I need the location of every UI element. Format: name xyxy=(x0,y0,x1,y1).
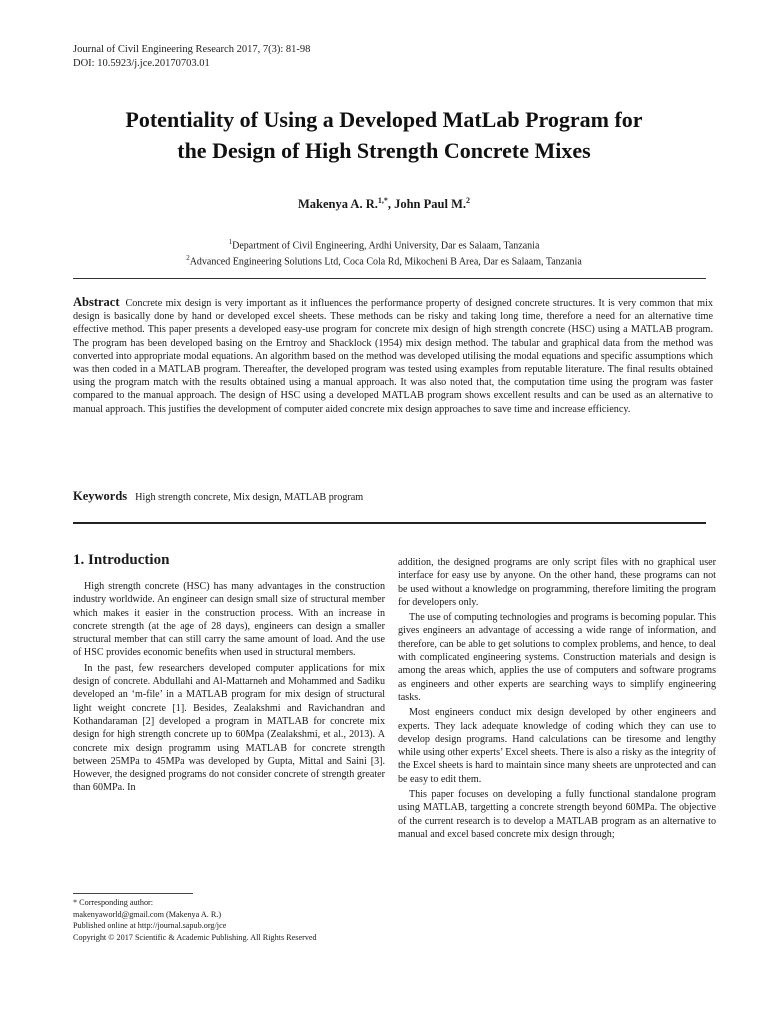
author-1-name: Makenya A. R. xyxy=(297,197,378,212)
affiliation-2-text: Advanced Engineering Solutions Ltd, Coca Cola Rd, Mikocheni B Area, Dar es Salaam, Tanzania xyxy=(189,256,582,268)
keywords-block xyxy=(73,489,713,504)
header-divider xyxy=(73,278,706,279)
right-paragraph-2: The use of computing technologies and programs is becoming popular. This gives engineers an advantage of accessing a wide range of information, and therefore, can be able to get solutions to complex problems, and hence, to deal with complicated engineering systems. Construction materials and design is among the areas which, applies the use of computers and software programs as engineers and other experts are searching ways to simplify engineering tasks. xyxy=(398,612,716,703)
affiliation-2 xyxy=(0,252,768,268)
left-paragraph-2: In the past, few researchers developed computer applications for mix design of concrete. Abdullahi and Al-Mattarneh and Mohammed and Sadiku developed an ‘m-file’ in a MATLAB program for mix design of structural light weight concrete [1]. Besides, Zealakshmi and Ravichandran and Kothandaraman [2] developed a program in MATLAB for concrete mix design for high strength concrete up to 60Mpa (Zealakshmi, et al., 2013). A concrete mix design programm using MATLAB for concrete strength between 25MPa to 45MPa was developed by Gupta, Mittal and Saini [3]. However, the designed programs do not consider concrete of strength greater than 60MPa. In xyxy=(73,662,385,794)
right-column xyxy=(398,556,716,841)
affiliation-1-text: Department of Civil Engineering, Ardhi University, Dar es Salaam, Tanzania xyxy=(232,240,540,252)
affiliation-list xyxy=(0,236,768,269)
affiliation-1 xyxy=(0,236,768,252)
left-column xyxy=(73,580,385,795)
footnote-divider xyxy=(73,893,193,894)
author-2-name: John Paul M. xyxy=(394,197,466,212)
paper-title xyxy=(40,104,728,166)
doi-line: DOI: 10.5923/j.jce.20170703.01 xyxy=(73,58,210,69)
author-list xyxy=(0,196,768,212)
author-1-affiliation-mark: 1,* xyxy=(377,196,388,205)
keywords-label: Keywords xyxy=(73,489,128,503)
right-paragraph-1: addition, the designed programs are only script files with no graphical user interface for easy use by anyone. On the other hand, these programs can not be used without a knowledge on programming, therefore limiting the program for developers only. xyxy=(398,557,716,608)
title-line-2: the Design of High Strength Concrete Mixes xyxy=(177,138,591,163)
author-2-affiliation-mark: 2 xyxy=(466,196,470,205)
left-paragraph-1: High strength concrete (HSC) has many advantages in the construction industry worldwide. An engineer can design small size of structural member which makes it easier in the construction process. With an increase in concrete strength (at the age of 28 days), engineers can design a smaller structural member that can still carry the same amount of load. And the use of HSC provides economic benefits when used in structural members. xyxy=(73,581,385,659)
footnotes xyxy=(73,897,393,943)
affiliation-1-mark: 1 xyxy=(228,238,233,246)
footnote-published: Published online at http://journal.sapub.org/jce xyxy=(73,921,227,930)
abstract-block xyxy=(73,296,713,416)
title-line-1: Potentiality of Using a Developed MatLab Program for xyxy=(125,107,643,132)
section-heading: 1. Introduction xyxy=(73,552,170,568)
keywords-text: High strength concrete, Mix design, MATLAB program xyxy=(135,492,364,503)
footnote-email: makenyaworld@gmail.com (Makenya A. R.) xyxy=(73,909,222,919)
author-separator: , xyxy=(387,197,395,212)
journal-header xyxy=(73,43,310,71)
right-paragraph-3: Most engineers conduct mix design developed by other engineers and experts. They lack adequate knowledge of coding which they can use to develop design programs. Hand calculations can be tiresome and lengthy while using other experts’ Excel sheets. There is also a risky as the integrity of the Excel sheets is hard to maintain since many sheets are unprotected and can be easy to edit them. xyxy=(398,707,716,785)
abstract-divider xyxy=(73,522,706,524)
affiliation-2-mark: 2 xyxy=(186,254,190,263)
footnote-copyright: Copyright © 2017 Scientific & Academic Publishing. All Rights Reserved xyxy=(73,932,317,942)
footnote-corresponding: * Corresponding author: xyxy=(73,898,154,907)
abstract-text: Concrete mix design is very important as it influences the performance property of designed concrete structures. It is very common that mix design is basically done by hand or developed excel sheets. These methods can be risky and taking long time, therefore a need for an alternative time effective method. This paper presents a developed easy-use program for concrete mix design of high strength concrete (HSC) using a MATLAB program. The program has been developed basing on the Erntroy and Shacklock (1954) mix design method. The tabular and graphical data from the method was converted into appropriate modal equations. An algorithm based on the method was developed utilising the modal equations and specific assumptions which was then coded in a MATLAB program. Thereafter, the developed program was tested using examples from reputable literature. The final results obtained using the program match with the results obtained using a manual approach. It was also noted that, the computation time using the program was faster compared to the manual approach. The design of HSC using a developed MATLAB program shows excellent results and can be used as an alternative to manual approach. This justifies the development of computer aided concrete mix design approaches to save time and increase efficiency. xyxy=(73,298,713,415)
right-paragraph-4: This paper focuses on developing a fully functional standalone program using MATLAB, targetting a concrete strength beyond 60MPa. The objective of the current research is to develop a MATLAB program as an alternative to manual and excel based concrete mix design through; xyxy=(398,789,716,840)
journal-citation: Journal of Civil Engineering Research 2017, 7(3): 81-98 xyxy=(73,44,311,55)
abstract-label: Abstract xyxy=(73,295,120,309)
